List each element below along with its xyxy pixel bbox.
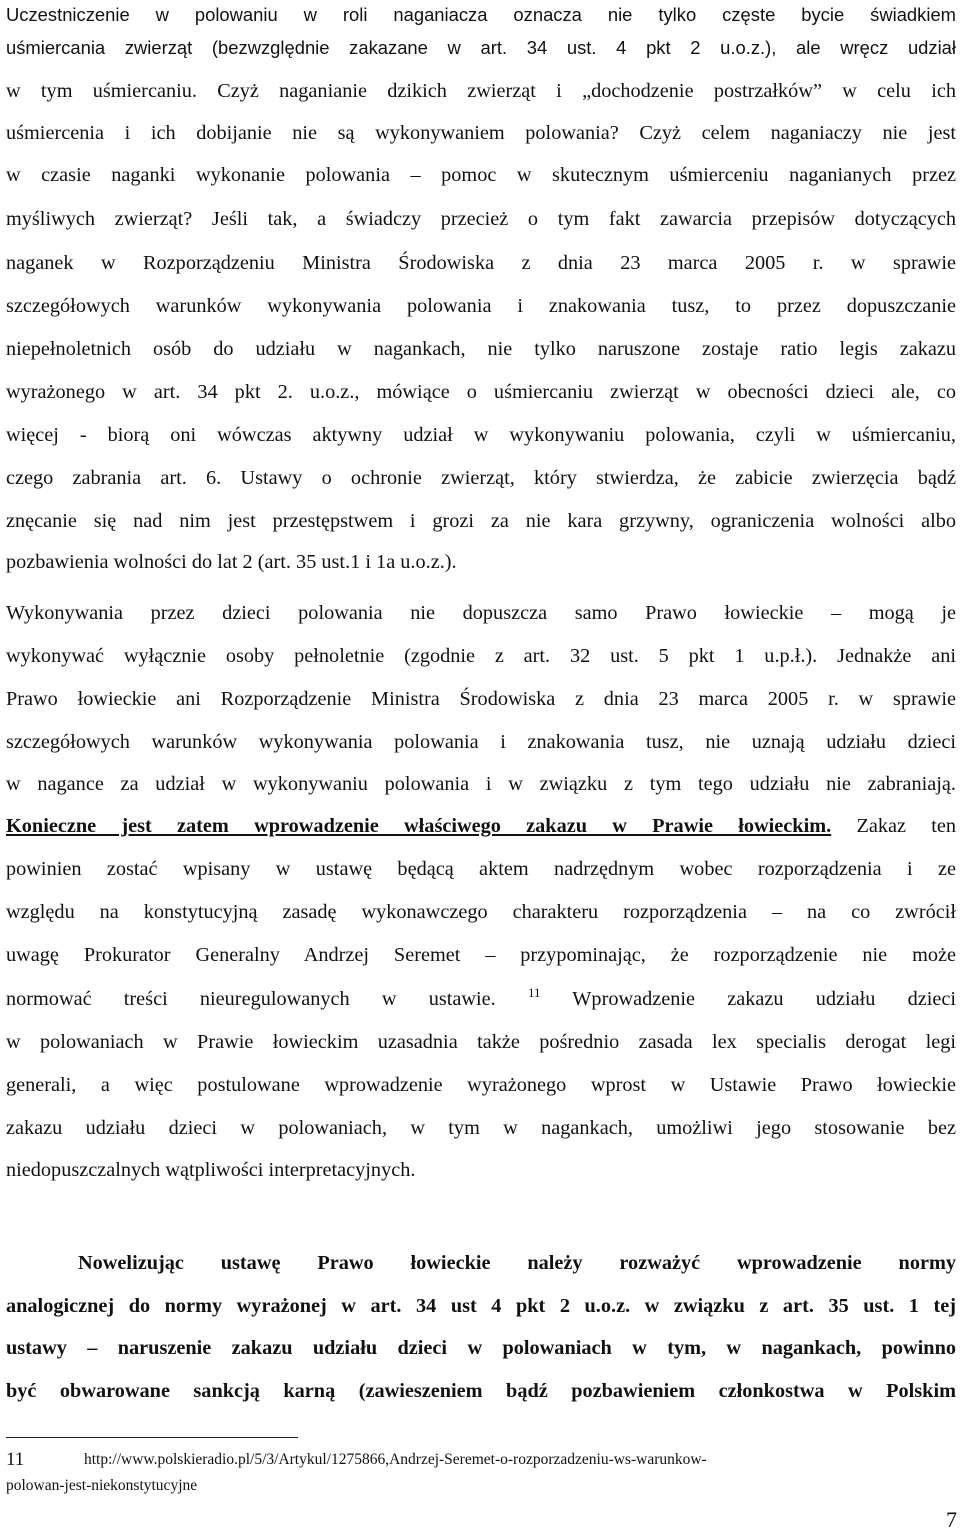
text-line: Prawo łowieckie ani Rozporządzenie Ministra Środowiska z dnia 23 marca 2005 r. w sprawie [6, 688, 956, 710]
bold-text-line: ustawy – naruszenie zakazu udziału dzieci w polowaniach w tym, w nagankach, powinno [6, 1337, 956, 1359]
text-line: znęcanie się nad nim jest przestępstwem i grozi za nie kara grzywny, ograniczenia wolności albo [6, 510, 956, 532]
text-line: wykonywać wyłącznie osoby pełnoletnie (zgodnie z art. 32 ust. 5 pkt 1 u.p.ł.). Jednakże ani [6, 645, 956, 667]
bold-text-line: być obwarowane sankcją karną (zawieszeniem bądź pozbawieniem członkostwa w Polskim [6, 1380, 956, 1402]
footnote-separator [6, 1437, 298, 1438]
text-fragment: Wprowadzenie zakazu udziału dzieci [540, 988, 956, 1010]
text-line: więcej - biorą oni wówczas aktywny udział w wykonywaniu polowania, czyli w uśmiercaniu, [6, 424, 956, 446]
text-line: w nagance za udział w wykonywaniu polowania i w związku z tym tego udziału nie zabraniają. [6, 773, 956, 795]
text-line: uwagę Prokurator Generalny Andrzej Seremet – przypominając, że rozporządzenie nie może [6, 944, 956, 966]
text-fragment: Zakaz ten [831, 815, 957, 837]
text-line: niedopuszczalnych wątpliwości interpretacyjnych. [6, 1159, 416, 1181]
text-line: Wykonywania przez dzieci polowania nie dopuszcza samo Prawo łowieckie – mogą je [6, 602, 956, 624]
text-line: wyrażonego w art. 34 pkt 2. u.o.z., mówiące o uśmiercaniu zwierząt w obecności dzieci ale, co [6, 381, 956, 403]
document-page [6, 0, 956, 1536]
text-line: generali, a więc postulowane wprowadzenie wyrażonego wprost w Ustawie Prawo łowieckie [6, 1074, 956, 1096]
footnote-link-continuation[interactable]: polowan-jest-niekonstytucyjne [6, 1477, 198, 1494]
text-fragment: normować treści nieuregulowanych w ustawie. [6, 988, 528, 1010]
text-line: pozbawienia wolności do lat 2 (art. 35 ust.1 i 1a u.o.z.). [6, 551, 457, 573]
text-line: względu na konstytucyjną zasadę wykonawczego charakteru rozporządzenia – na co zwrócił [6, 901, 956, 923]
text-line: zakazu udziału dzieci w polowaniach, w tym w nagankach, umożliwi jego stosowanie bez [6, 1117, 956, 1139]
text-line: czego zabrania art. 6. Ustawy o ochronie zwierząt, który stwierdza, że zabicie zwierzęcia bądź [6, 467, 956, 489]
text-line: szczegółowych warunków wykonywania polowania i znakowania tusz, nie uznają udziału dzieci [6, 731, 956, 753]
footnote-reference[interactable]: 11 [527, 985, 541, 1000]
emphasis-statement: Konieczne jest zatem wprowadzenie właściwego zakazu w Prawie łowieckim. [6, 815, 832, 837]
page-number: 7 [946, 1507, 957, 1532]
text-line: szczegółowych warunków wykonywania polowania i znakowania tusz, to przez dopuszczanie [6, 295, 956, 317]
text-line: uśmiercania zwierząt (bezwzględnie zakazane w art. 34 ust. 4 pkt 2 u.o.z.), ale wręcz udział [6, 37, 956, 58]
text-line-emphasis [6, 811, 956, 841]
text-line: w tym uśmiercaniu. Czyż naganianie dzikich zwierząt i „dochodzenie postrzałków” w celu ich [6, 80, 956, 102]
bold-text-line: Nowelizując ustawę Prawo łowieckie należy rozważyć wprowadzenie normy [78, 1252, 956, 1274]
text-line: powinien zostać wpisany w ustawę będącą aktem nadrzędnym wobec rozporządzenia i ze [6, 858, 956, 880]
text-line-with-footnote-ref [6, 984, 956, 1014]
text-line: naganek w Rozporządzeniu Ministra Środowiska z dnia 23 marca 2005 r. w sprawie [6, 252, 956, 274]
text-line: myśliwych zwierząt? Jeśli tak, a świadczy przecież o tym fakt zawarcia przepisów dotyczących [6, 208, 956, 230]
text-line: Uczestniczenie w polowaniu w roli naganiacza oznacza nie tylko częste bycie świadkiem [6, 4, 956, 25]
footnote-number: 11 [6, 1449, 25, 1470]
text-line: w polowaniach w Prawie łowieckim uzasadnia także pośrednio zasada lex specialis derogat legi [6, 1031, 956, 1053]
bold-text-line: analogicznej do normy wyrażonej w art. 34 ust 4 pkt 2 u.o.z. w związku z art. 35 ust. 1 tej [6, 1295, 956, 1317]
footnote-link[interactable]: http://www.polskieradio.pl/5/3/Artykul/1275866,Andrzej-Seremet-o-rozporzadzeniu-ws-warunkow- [84, 1451, 707, 1468]
text-line: uśmiercenia i ich dobijanie nie są wykonywaniem polowania? Czyż celem naganiaczy nie jest [6, 122, 956, 144]
text-line: niepełnoletnich osób do udziału w nagankach, nie tylko naruszone zostaje ratio legis zakazu [6, 338, 956, 360]
text-line: w czasie naganki wykonanie polowania – pomoc w skutecznym uśmierceniu naganianych przez [6, 164, 956, 186]
